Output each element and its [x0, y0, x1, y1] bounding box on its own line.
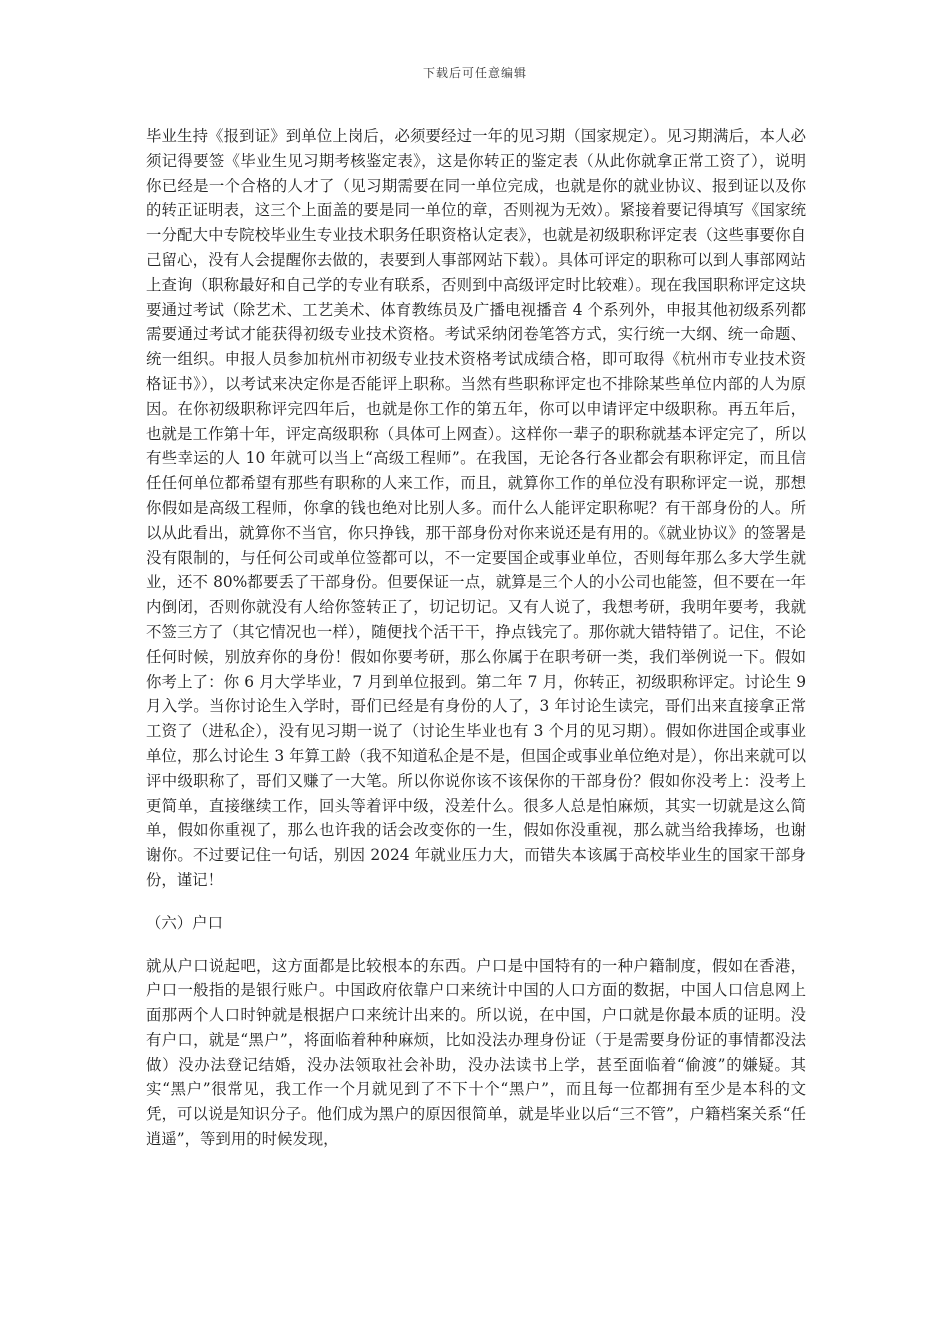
section-heading-hukou: （六）户口	[146, 913, 223, 932]
document-body	[146, 124, 806, 1152]
page-header: 下载后可任意编辑	[422, 66, 527, 80]
paragraph-job-title-evaluation: 毕业生持《报到证》到单位上岗后，必须要经过一年的见习期（国家规定）。见习期满后，本人必须记得要签《毕业生见习期考核鉴定表》，这是你转正的鉴定表（从此你就拿正常工资了），说明你已经是一个合格的人才了（见习期需要在同一单位完成，也就是你的就业协议、报到证以及你的转正证明表，这三个上面盖的要是同一单位的章，否则视为无效）。紧接着要记得填写《国家统一分配大中专院校毕业生专业技术职务任职资格认定表》，也就是初级职称评定表（这些事要你自己留心，没有人会提醒你去做的，表要到人事部网站下载）。具体可评定的职称可以到人事部网站上查询（职称最好和自己学的专业有联系，否则到中高级评定时比较难）。现在我国职称评定这块要通过考试（除艺术、工艺美术、体育教练员及广播电视播音 4 个系列外，申报其他初级系列都需要通过考试才能获得初级专业技术资格。考试采纳闭卷笔答方式，实行统一大纲、统一命题、统一组织。申报人员参加杭州市初级专业技术资格考试成绩合格，即可取得《杭州市专业技术资格证书》），以考试来决定你是否能评上职称。当然有些职称评定也不排除某些单位内部的人为原因。在你初级职称评完四年后，也就是你工作的第五年，你可以申请评定中级职称。再五年后，也就是工作第十年，评定高级职称（具体可上网查）。这样你一辈子的职称就基本评定完了，所以有些幸运的人 10 年就可以当上“高级工程师”。在我国，无论各行各业都会有职称评定，而且信任任何单位都希望有那些有职称的人来工作，而且，就算你工作的单位没有职称评定一说，那想你假如是高级工程师，你拿的钱也绝对比别人多。而什么人能评定职称呢？有干部身份的人。所以从此看出，就算你不当官，你只挣钱，那干部身份对你来说还是有用的。《就业协议》的签署是没有限制的，与任何公司或单位签都可以，不一定要国企或事业单位，否则每年那么多大学生就业，还不 80%都要丢了干部身份。但要保证一点，就算是三个人的小公司也能签，但不要在一年内倒闭，否则你就没有人给你签转正了，切记切记。又有人说了，我想考研，我明年要考，我就不签三方了（其它情况也一样），随便找个活干干，挣点钱完了。那你就大错特错了。记住，不论任何时候，别放弃你的身份！假如你要考研，那么你属于在职考研一类，我们举例说一下。假如你考上了：你 6 月大学毕业，7 月到单位报到。第二年 7 月，你转正，初级职称评定。讨论生 9 月入学。当你讨论生入学时，哥们已经是有身份的人了，3 年讨论生读完，哥们出来直接拿正常工资了（进私企），没有见习期一说了（讨论生毕业也有 3 个月的见习期）。假如你进国企或事业单位，那么讨论生 3 年算工龄（我不知道私企是不是，但国企或事业单位绝对是），你出来就可以评中级职称了，哥们又赚了一大笔。所以你说你该不该保你的干部身份？假如你没考上：没考上更简单，直接继续工作，回头等着评中级，没差什么。很多人总是怕麻烦，其实一切就是这么简单，假如你重视了，那么也许我的话会改变你的一生，假如你没重视，那么就当给我捧场，也谢谢你。不过要记住一句话，别因 2024 年就业压力大，而错失本该属于高校毕业生的国家干部身份，谨记！	[146, 127, 806, 889]
paragraph-hukou: 就从户口说起吧，这方面都是比较根本的东西。户口是中国特有的一种户籍制度，假如在香港，户口一般指的是银行账户。中国政府依靠户口来统计中国的人口方面的数据，中国人口信息网上面那两个人口时钟就是根据户口来统计出来的。所以说，在中国，户口就是你最本质的证明。没有户口，就是“黑户”，将面临着种种麻烦，比如没法办理身份证（于是需要身份证的事情都没法做）没办法登记结婚，没办法领取社会补助，没办法读书上学，甚至面临着“偷渡”的嫌疑。其实“黑户”很常见，我工作一个月就见到了不下十个“黑户”，而且每一位都拥有至少是本科的文凭，可以说是知识分子。他们成为黑户的原因很简单，就是毕业以后“三不管”，户籍档案关系“任逍遥”，等到用的时候发现，	[146, 956, 806, 1149]
